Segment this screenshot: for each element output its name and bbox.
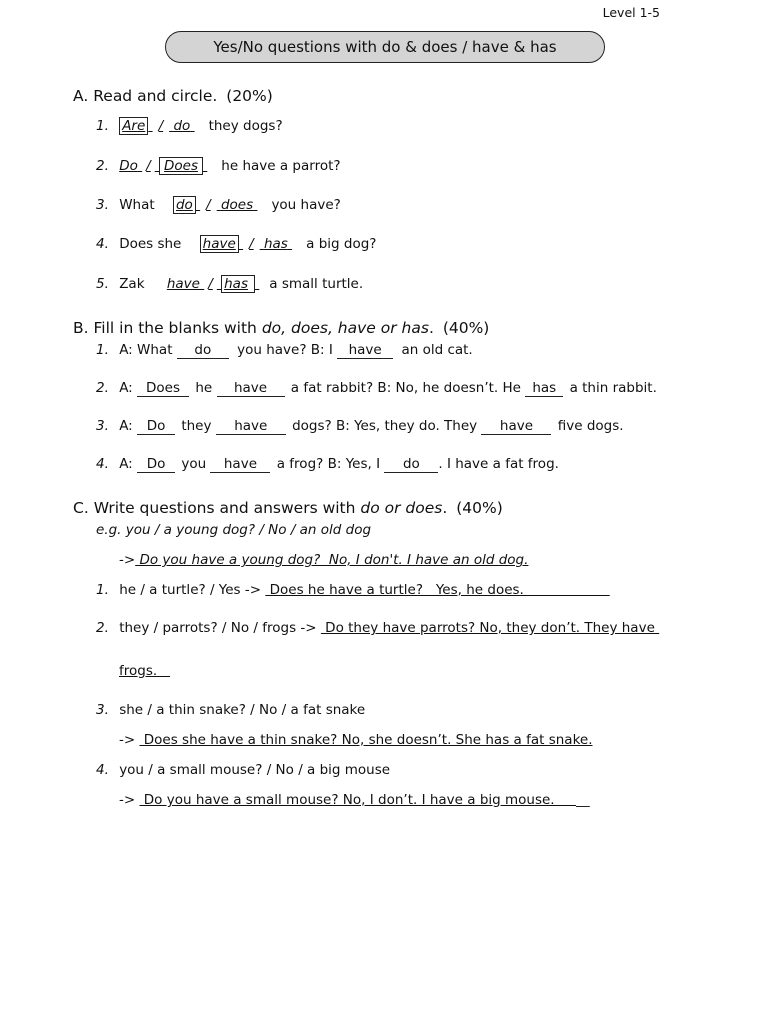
blank-answer[interactable]: Do — [137, 457, 175, 473]
item-text: they — [181, 418, 212, 434]
item-prefix: Zak — [119, 276, 145, 292]
item-number: 4. — [96, 236, 109, 252]
option-do[interactable]: Do — [119, 158, 138, 174]
section-a-item-4 — [96, 236, 376, 252]
section-b-title-period: . — [428, 319, 434, 337]
blank-answer[interactable]: have — [216, 419, 286, 435]
answer-line[interactable]: Do you have a small mouse? No, I don’t. I have a big mouse. — [139, 792, 577, 808]
section-b-item-2 — [96, 380, 657, 397]
blank-answer[interactable]: do — [384, 457, 438, 473]
section-c-item-4-answer — [119, 792, 590, 808]
section-b-title: Fill in the blanks with — [93, 319, 262, 337]
item-text: . I have a fat frog. — [438, 456, 559, 472]
item-text: A: What — [119, 342, 173, 358]
section-b-title-emphasis: do, does, have or has — [261, 319, 429, 337]
item-prompt: she / a thin snake? / No / a fat snake — [119, 702, 366, 718]
option-do[interactable]: do — [173, 196, 196, 214]
item-number: 4. — [96, 762, 109, 778]
section-a-heading — [73, 87, 273, 105]
blank-answer[interactable]: have — [210, 457, 270, 473]
item-text: a thin rabbit. — [569, 380, 657, 396]
example-prompt: e.g. you / a young dog? / No / an old dog — [96, 522, 372, 538]
section-c-heading — [73, 499, 503, 517]
item-prefix: Does she — [119, 236, 182, 252]
option-separator: / — [208, 276, 213, 292]
item-number: 5. — [96, 276, 109, 292]
option-separator: / — [249, 236, 254, 252]
section-a-item-3 — [96, 197, 341, 213]
worksheet-title: Yes/No questions with do & does / have & has — [213, 38, 557, 56]
section-c-percent: (40%) — [456, 499, 503, 517]
section-a-item-2 — [96, 158, 341, 174]
item-text: A: — [119, 456, 133, 472]
answer-line[interactable]: Do they have parrots? No, they don’t. They have — [320, 620, 660, 636]
section-c-title-period: . — [442, 499, 448, 517]
section-c-item-4 — [96, 762, 390, 778]
section-c-item-1 — [96, 582, 610, 598]
option-has[interactable]: has — [263, 236, 288, 252]
title-banner — [165, 31, 605, 63]
option-does[interactable]: Does — [159, 157, 203, 175]
option-has[interactable]: has — [221, 275, 255, 293]
section-a-percent: (20%) — [226, 87, 273, 105]
answer-tail: __ — [576, 792, 590, 808]
answer-line[interactable]: Does he have a turtle? Yes, he does. — [265, 582, 610, 598]
section-b-item-3 — [96, 418, 624, 435]
section-c-item-3 — [96, 702, 365, 718]
section-a-letter: A. — [73, 87, 89, 105]
item-number: 1. — [96, 118, 109, 134]
section-b-item-4 — [96, 456, 559, 473]
item-text: you — [181, 456, 207, 472]
option-are[interactable]: Are — [119, 117, 148, 135]
item-text: five dogs. — [557, 418, 624, 434]
item-number: 3. — [96, 418, 109, 434]
option-separator: / — [158, 118, 164, 134]
option-have[interactable]: have — [200, 235, 239, 253]
section-a-item-5 — [96, 276, 363, 292]
item-text: a small turtle. — [269, 276, 364, 292]
arrow: -> — [119, 732, 136, 748]
item-text: he have a parrot? — [221, 158, 341, 174]
blank-answer[interactable]: Do — [137, 419, 175, 435]
level-label: Level 1-5 — [602, 5, 660, 20]
blank-answer[interactable]: has — [525, 381, 563, 397]
item-text: a frog? B: Yes, I — [276, 456, 381, 472]
blank-answer[interactable]: Does — [137, 381, 189, 397]
arrow: -> — [119, 792, 136, 808]
item-prompt: you / a small mouse? / No / a big mouse — [119, 762, 391, 778]
section-b-heading — [73, 319, 489, 337]
section-b-percent: (40%) — [442, 319, 490, 337]
blank-answer[interactable]: have — [481, 419, 551, 435]
item-number: 4. — [96, 456, 109, 472]
item-text: a big dog? — [306, 236, 377, 252]
option-have[interactable]: have — [166, 276, 200, 292]
example-answer-line — [119, 552, 528, 568]
item-prefix: What — [119, 197, 155, 213]
item-text: he — [195, 380, 213, 396]
option-separator: / — [146, 158, 151, 174]
item-prompt: they / parrots? / No / frogs -> — [119, 620, 317, 636]
blank-answer[interactable]: do — [177, 343, 229, 359]
section-c-title: Write questions and answers with — [93, 499, 361, 517]
item-number: 3. — [96, 197, 109, 213]
section-a-item-1 — [96, 118, 283, 134]
section-c-letter: C. — [73, 499, 89, 517]
section-b-item-1 — [96, 342, 473, 359]
arrow: -> — [119, 552, 136, 568]
blank-answer[interactable]: have — [217, 381, 285, 397]
blank-answer[interactable]: have — [337, 343, 393, 359]
item-text: A: — [119, 418, 133, 434]
option-separator: / — [206, 197, 211, 213]
item-prompt: he / a turtle? / Yes -> — [119, 582, 262, 598]
section-c-item-3-answer — [119, 732, 593, 748]
item-text: an old cat. — [401, 342, 473, 358]
example-answer: Do you have a young dog? No, I don't. I have an old dog. — [135, 552, 529, 568]
item-number: 3. — [96, 702, 109, 718]
item-text: dogs? B: Yes, they do. They — [292, 418, 478, 434]
answer-line-continued[interactable]: frogs. — [119, 663, 171, 679]
section-c-item-2 — [96, 620, 659, 636]
item-number: 1. — [96, 342, 109, 358]
item-number: 2. — [96, 380, 109, 396]
option-do[interactable]: do — [173, 118, 191, 134]
section-c-title-emphasis: do or does — [360, 499, 443, 517]
section-c-item-2-continued — [119, 663, 170, 679]
item-text: you have? — [271, 197, 341, 213]
item-text: they dogs? — [208, 118, 283, 134]
answer-line[interactable]: Does she have a thin snake? No, she doesn’t. She has a fat snake. — [139, 732, 593, 748]
section-b-letter: B. — [73, 319, 89, 337]
option-does[interactable]: does — [220, 197, 254, 213]
section-a-title: Read and circle. — [93, 87, 218, 105]
item-number: 2. — [96, 158, 109, 174]
item-number: 1. — [96, 582, 109, 598]
item-number: 2. — [96, 620, 109, 636]
item-text: A: — [119, 380, 133, 396]
item-text: you have? B: I — [237, 342, 333, 358]
item-text: a fat rabbit? B: No, he doesn’t. He — [290, 380, 521, 396]
